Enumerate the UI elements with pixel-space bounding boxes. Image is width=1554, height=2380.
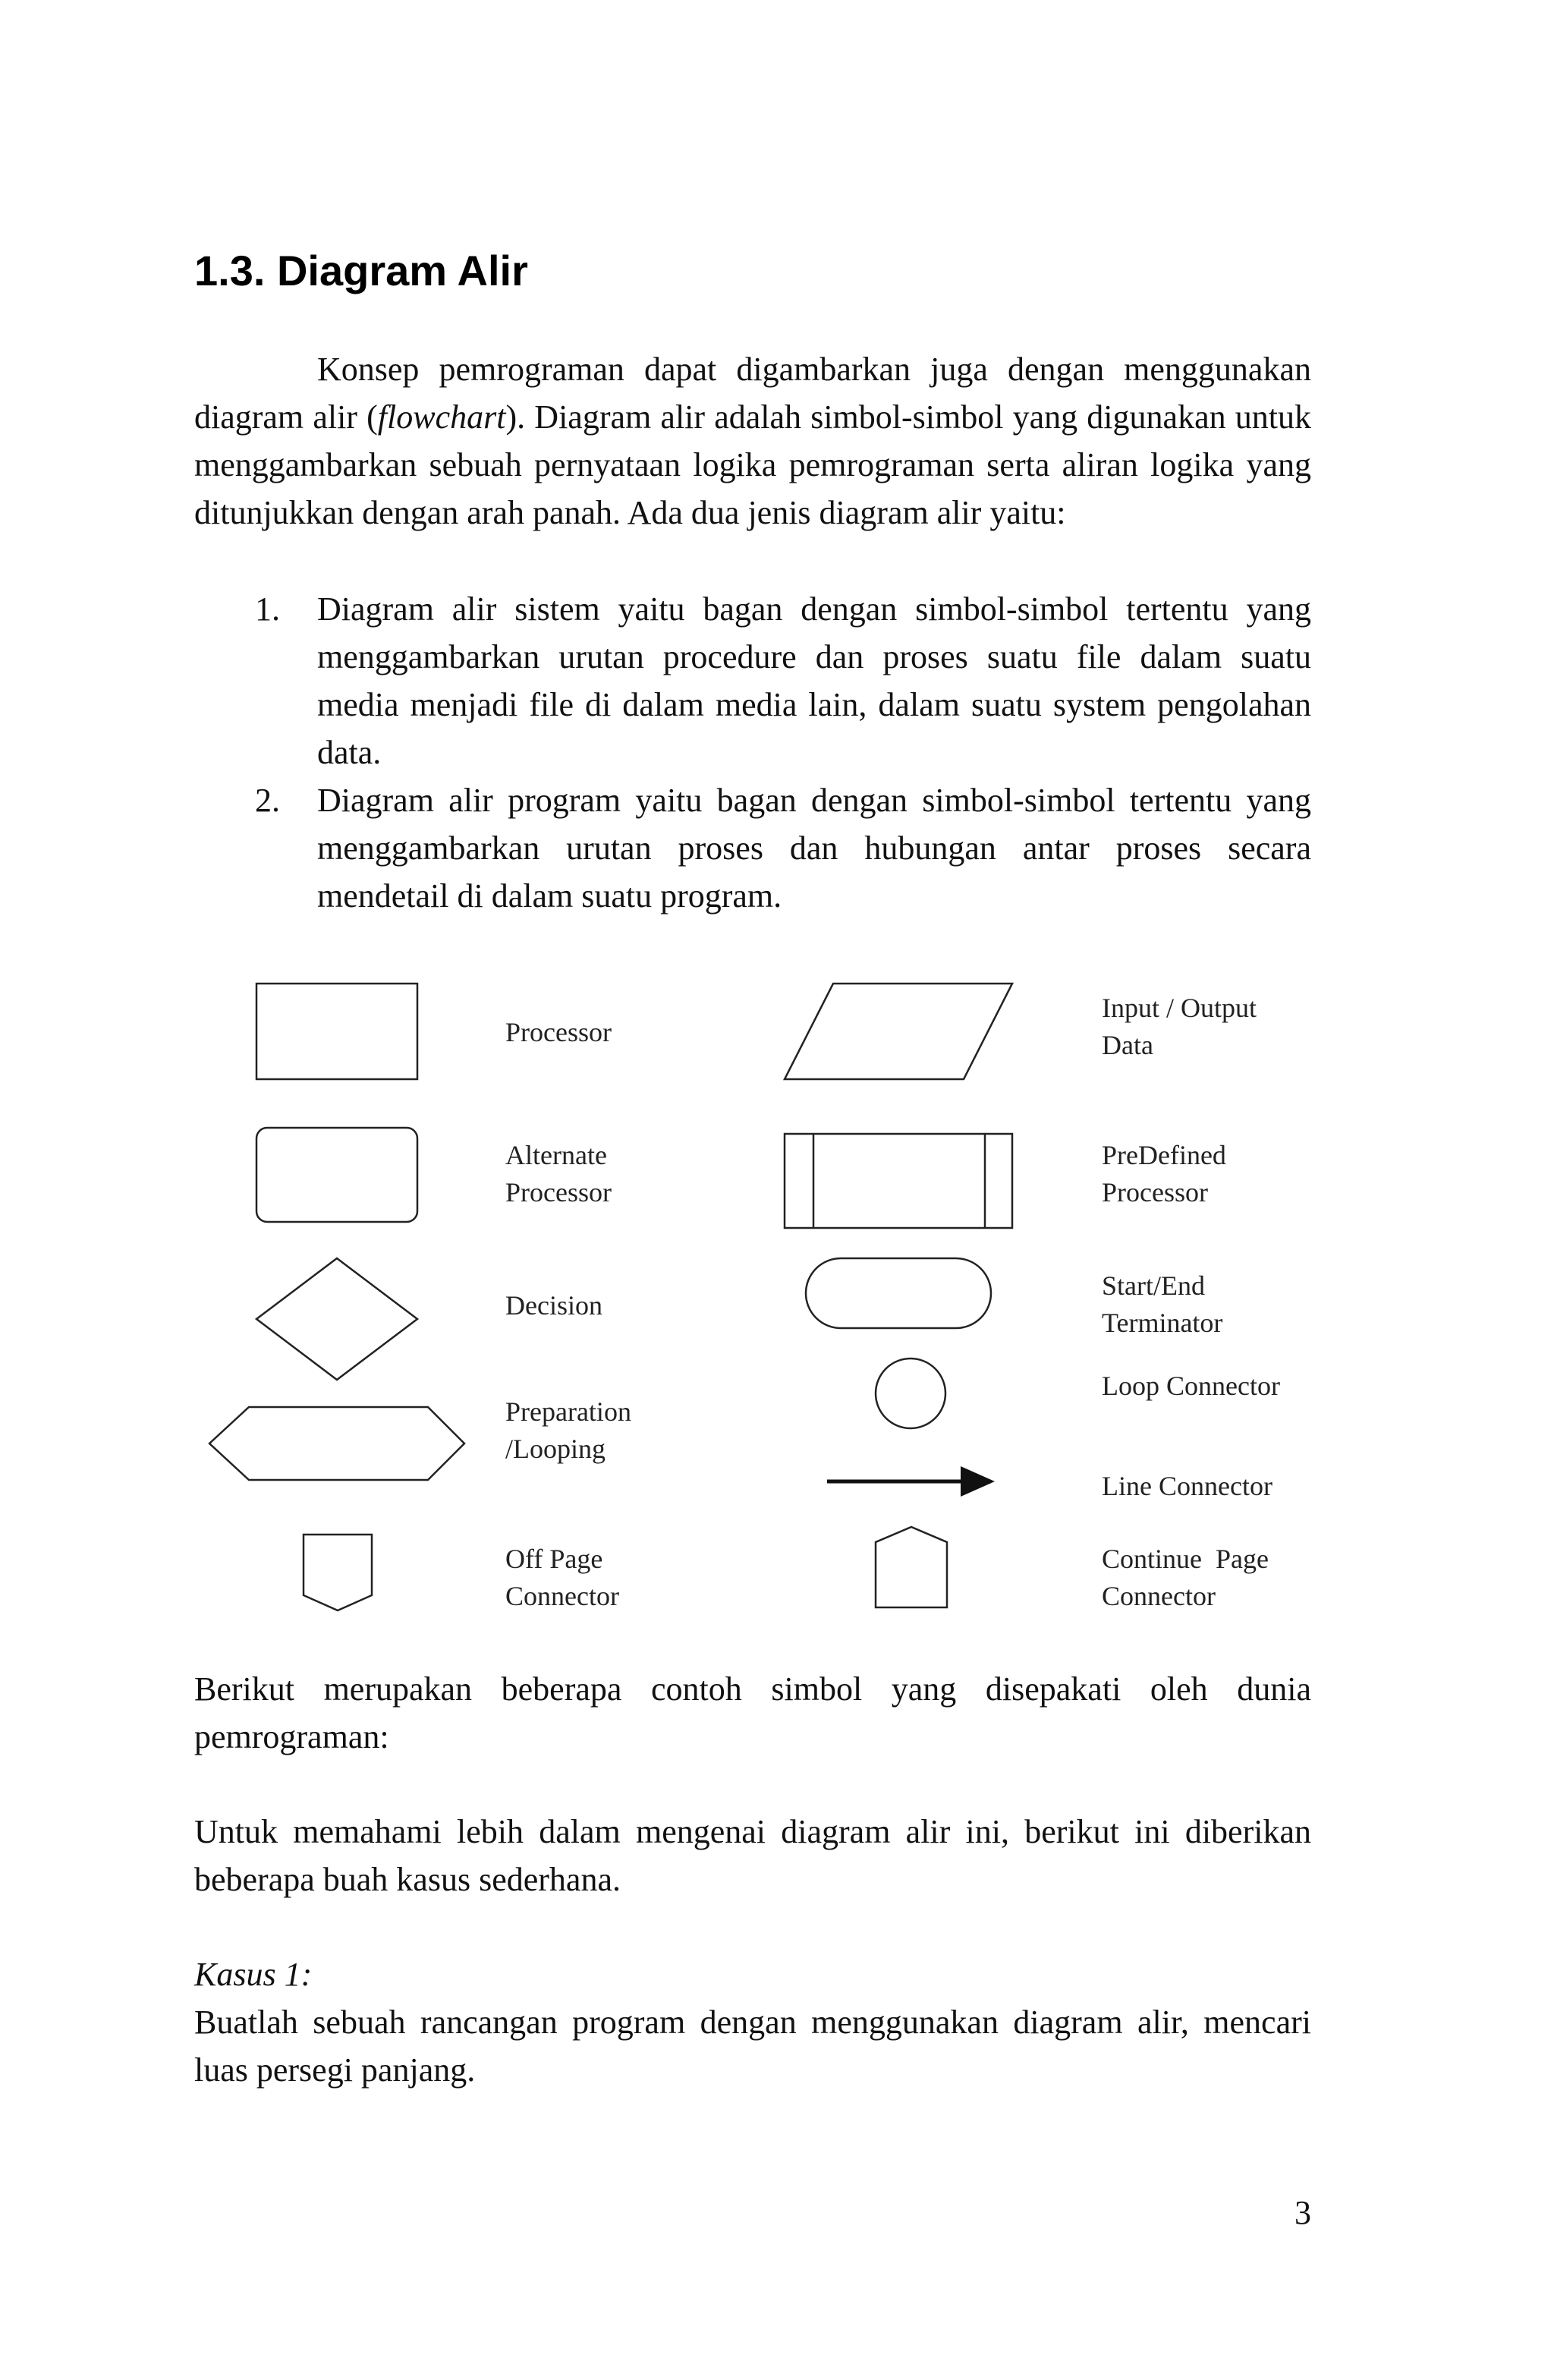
continue-page-connector-symbol: [876, 1527, 947, 1607]
label-line: Off Page: [505, 1544, 603, 1574]
input-output-label: [1102, 990, 1257, 1064]
list-text: Diagram alir sistem yaitu bagan dengan simbol-simbol tertentu yang menggambarkan urutan procedure dan proses suatu file dalam suatu media menjadi file di dalam media lain, dalam suatu system pengolahan data.: [317, 590, 1311, 771]
label-line: Processor: [1102, 1177, 1208, 1207]
label-line: Processor: [505, 1017, 612, 1047]
label-line: Loop Connector: [1102, 1371, 1280, 1401]
cases-intro-paragraph: Untuk memahami lebih dalam mengenai diagram alir ini, berikut ini diberikan beberapa buah kasus sederhana.: [194, 1813, 1311, 1898]
intro-text-before: Konsep pemrograman dapat digambarkan juga dengan menggunakan diagram alir (: [194, 351, 1311, 436]
line-connector-label: [1102, 1468, 1272, 1505]
label-line: Continue Page: [1102, 1544, 1269, 1574]
label-line: Start/End: [1102, 1270, 1205, 1301]
section-heading: 1.3. Diagram Alir: [194, 247, 528, 294]
alternate-processor-symbol: [256, 1128, 417, 1222]
label-line: Connector: [505, 1581, 619, 1611]
list-item: [194, 776, 1311, 920]
label-line: Decision: [505, 1290, 602, 1321]
label-line: Input / Output: [1102, 993, 1257, 1023]
case-1-text: Buatlah sebuah rancangan program dengan menggunakan diagram alir, mencari luas persegi panjang.: [194, 2004, 1311, 2089]
label-line: Data: [1102, 1030, 1153, 1060]
flowchart-symbols-svg: [0, 964, 1554, 1647]
continue-page-connector-label: [1102, 1541, 1269, 1615]
case-1-block: [194, 1950, 1311, 2094]
decision-label: [505, 1287, 602, 1324]
label-line: Terminator: [1102, 1308, 1223, 1338]
preparation-symbol: [209, 1407, 464, 1480]
terminator-label: [1102, 1267, 1222, 1342]
case-1-label: Kasus 1:: [194, 1956, 313, 1993]
label-line: Connector: [1102, 1581, 1216, 1611]
label-line: Alternate: [505, 1140, 607, 1170]
label-line: PreDefined: [1102, 1140, 1226, 1170]
list-number: 2.: [255, 782, 280, 819]
label-line: Line Connector: [1102, 1471, 1272, 1501]
processor-symbol: [256, 984, 417, 1079]
predefined-processor-symbol: [785, 1134, 1012, 1228]
label-line: /Looping: [505, 1434, 606, 1464]
intro-italic-term: flowchart: [377, 398, 506, 436]
flowchart-symbols-figure: [0, 964, 1554, 1647]
terminator-symbol: [806, 1258, 991, 1328]
list-text: Diagram alir program yaitu bagan dengan simbol-simbol tertentu yang menggambarkan urutan proses dan hubungan antar proses secara mendetail di dalam suatu program.: [317, 782, 1311, 915]
processor-label: [505, 1014, 612, 1051]
diagram-type-list: [194, 585, 1311, 920]
decision-symbol: [256, 1258, 417, 1380]
loop-connector-label: [1102, 1368, 1280, 1405]
label-line: Preparation: [505, 1396, 631, 1427]
list-number: 1.: [255, 590, 280, 628]
predefined-processor-label: [1102, 1137, 1226, 1211]
input-output-symbol: [785, 984, 1012, 1079]
label-line: Processor: [505, 1177, 612, 1207]
symbols-intro-paragraph: Berikut merupakan beberapa contoh simbol yang disepakati oleh dunia pemrograman:: [194, 1670, 1311, 1755]
alternate-processor-label: [505, 1137, 612, 1211]
off-page-connector-label: [505, 1541, 619, 1615]
preparation-label: [505, 1393, 631, 1468]
intro-paragraph: [194, 345, 1311, 537]
intro-text-after: ). Diagram alir adalah simbol-simbol yang digunakan untuk menggambarkan sebuah pernyataan logika pemrograman serta aliran logika yang ditunjukkan dengan arah panah. Ada dua jenis diagram alir yaitu:: [194, 398, 1311, 531]
page-number: 3: [1294, 2194, 1311, 2231]
list-item: [194, 585, 1311, 776]
off-page-connector-symbol: [304, 1535, 372, 1610]
loop-connector-symbol: [876, 1358, 945, 1428]
